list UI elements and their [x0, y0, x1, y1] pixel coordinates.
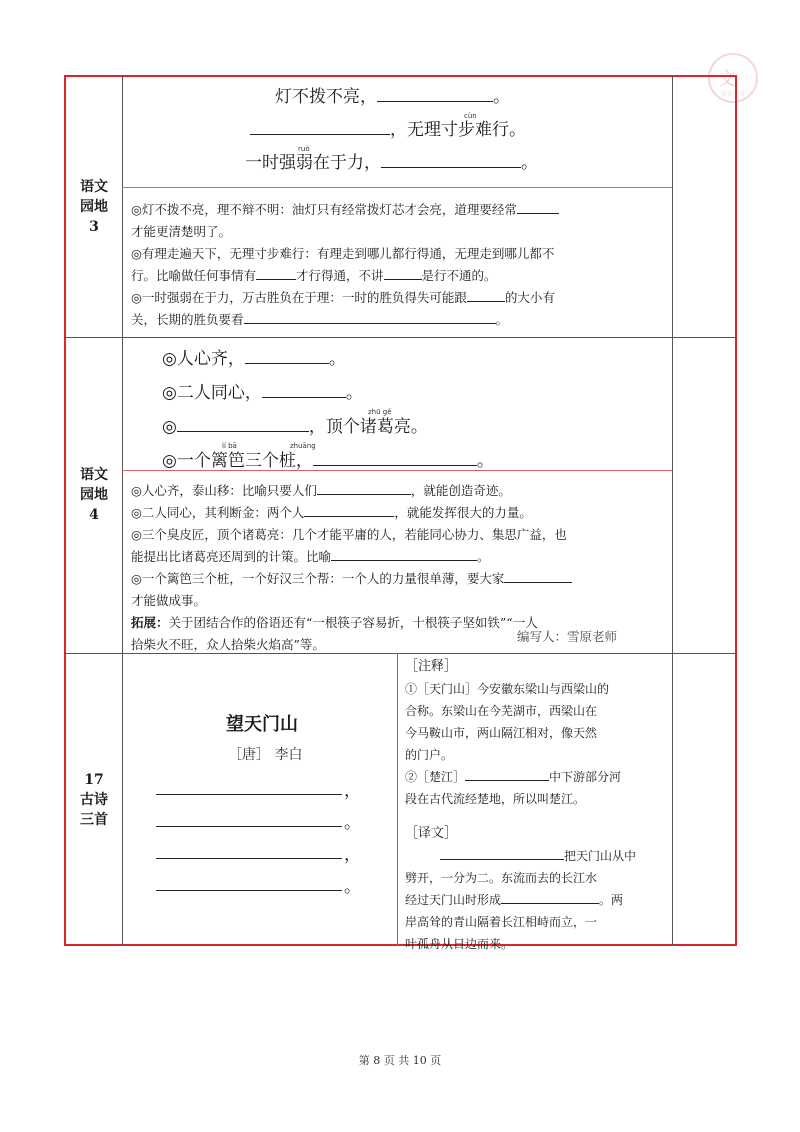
note-line: 的门户。 [405, 748, 454, 762]
note-line: ◎二人同心，其利断金：两个人 ，就能发挥很大的力量。 [131, 502, 532, 524]
extension-line: 拓展：关于团结合作的俗语还有“一根筷子容易折，十根筷子坚如铁”“一人 [131, 615, 538, 630]
note-line: 能提出比诸葛亮还周到的计策。比喻 。 [131, 546, 490, 568]
poem-punctuation: 。 [344, 813, 361, 833]
answer-blank[interactable] [381, 153, 521, 168]
section-label-yuwen-yuandi-4: 语文 园地 4 [80, 467, 108, 523]
note-line: ◎有理走遍天下，无理寸步难行：有理走到哪儿都行得通，无理走到哪儿都不 [131, 246, 555, 261]
answer-blank[interactable] [177, 417, 309, 432]
right-column-divider [672, 75, 673, 946]
proverb-line-1: 灯不拨不亮， 。 [275, 87, 510, 107]
note-line: 今马鞍山市，两山隔江相对，像天然 [405, 726, 598, 740]
answer-blank[interactable] [504, 568, 572, 583]
translation-line: 岸高耸的青山隔着长江相峙而立，一 [405, 915, 598, 929]
note-line: 段在古代流经楚地，所以叫楚江。 [405, 792, 586, 806]
note-line: ◎人心齐，泰山移：比喻只要人们 ，就能创造奇迹。 [131, 480, 511, 502]
section-label-yuwen-yuandi-3: 语文 园地 3 [80, 179, 108, 235]
note-line: 关，长期的胜负要看 。 [131, 309, 508, 331]
answer-blank[interactable] [244, 309, 496, 324]
answer-blank[interactable] [501, 889, 599, 904]
answer-blank[interactable] [304, 502, 394, 517]
translation-line: 经过天门山时形成 。两 [405, 889, 623, 911]
answer-blank[interactable] [377, 87, 493, 102]
answer-blank[interactable] [256, 265, 296, 280]
pinyin-zhuge: zhū gě [368, 408, 392, 416]
note-line: ②［楚江］ 中下游部分河 [405, 766, 621, 788]
pinyin-zhuang: zhuāng [290, 442, 316, 450]
note-line: ◎灯不拨不亮，理不辩不明：油灯只有经常拨灯芯才会亮，道理要经常 [131, 199, 559, 221]
answer-blank[interactable] [317, 480, 411, 495]
section-label-17-gushi-sanshou: 17 古诗 三首 [80, 772, 108, 828]
note-line: 行。比喻做任何事情有 才行得通，不讲 是行不通的。 [131, 265, 497, 287]
proverb-line-2: ◎二人同心， 。 [162, 383, 363, 403]
answer-blank[interactable] [262, 383, 346, 398]
answer-blank[interactable] [465, 766, 549, 781]
poem-answer-line-2[interactable] [156, 826, 342, 827]
answer-blank[interactable] [517, 199, 559, 214]
watermark-seal: 文 天天学习 [708, 53, 758, 103]
poem-answer-line-3[interactable] [156, 858, 342, 859]
translation-line: 把天门山从中 [440, 845, 636, 867]
note-line: ◎一时强弱在于力，万古胜负在于理：一时的胜负得失可能跟 的大小有 [131, 287, 555, 309]
answer-blank[interactable] [250, 120, 390, 135]
pinyin-liba: lí bā [222, 442, 237, 450]
proverb-line-3: 一时强弱在于力， 。 [245, 153, 538, 173]
poem-title: 望天门山 [226, 714, 298, 735]
sub-divider-1 [122, 187, 672, 188]
poem-punctuation: ， [344, 845, 361, 865]
note-line: ◎一个篱笆三个桩，一个好汉三个帮：一个人的力量很单薄，要大家 [131, 568, 572, 590]
notes-header: ［注释］ [405, 659, 458, 674]
answer-blank[interactable] [467, 287, 505, 302]
note-line: ◎三个臭皮匠，顶个诸葛亮：几个才能平庸的人，若能同心协力、集思广益，也 [131, 527, 567, 542]
proverb-line-4: ◎一个篱笆三个桩， 。 [162, 451, 494, 471]
page-footer: 第 8 页 共 10 页 [358, 1054, 442, 1067]
note-line: 才能更清楚明了。 [131, 224, 232, 239]
translation-header: ［译文］ [405, 826, 458, 841]
proverb-line-2: ，无理寸步难行。 [250, 119, 526, 141]
proverb-line-3: ◎ ，顶个诸葛亮。 [162, 417, 428, 437]
extension-line: 拾柴火不旺，众人拾柴火焰高”等。 [131, 637, 325, 652]
translation-line: 劈开，一分为二。东流而去的长江水 [405, 871, 598, 885]
poem-punctuation: 。 [344, 877, 361, 897]
poem-answer-line-1[interactable] [156, 794, 342, 795]
poem-author: ［唐］ 李白 [228, 747, 303, 763]
proverb-line-1: ◎人心齐， 。 [162, 349, 346, 369]
editor-credit: 编写人：雪原老师 [517, 629, 618, 644]
answer-blank[interactable] [384, 265, 422, 280]
answer-blank[interactable] [313, 451, 477, 466]
note-line: 才能做成事。 [131, 593, 207, 608]
note-line: ①［天门山］今安徽东梁山与西梁山的 [405, 682, 610, 696]
poem-punctuation: ， [344, 781, 361, 801]
answer-blank[interactable] [440, 845, 564, 860]
answer-blank[interactable] [245, 349, 329, 364]
poem-notes-divider [397, 653, 398, 946]
row-divider-1 [64, 337, 737, 338]
pinyin-ruo: ruò [298, 145, 310, 153]
translation-line: 叶孤舟从日边而来。 [405, 937, 514, 951]
poem-answer-line-4[interactable] [156, 890, 342, 891]
answer-blank[interactable] [331, 546, 477, 561]
pinyin-cun: cùn [464, 112, 477, 120]
note-line: 合称。东梁山在今芜湖市，西梁山在 [405, 704, 598, 718]
